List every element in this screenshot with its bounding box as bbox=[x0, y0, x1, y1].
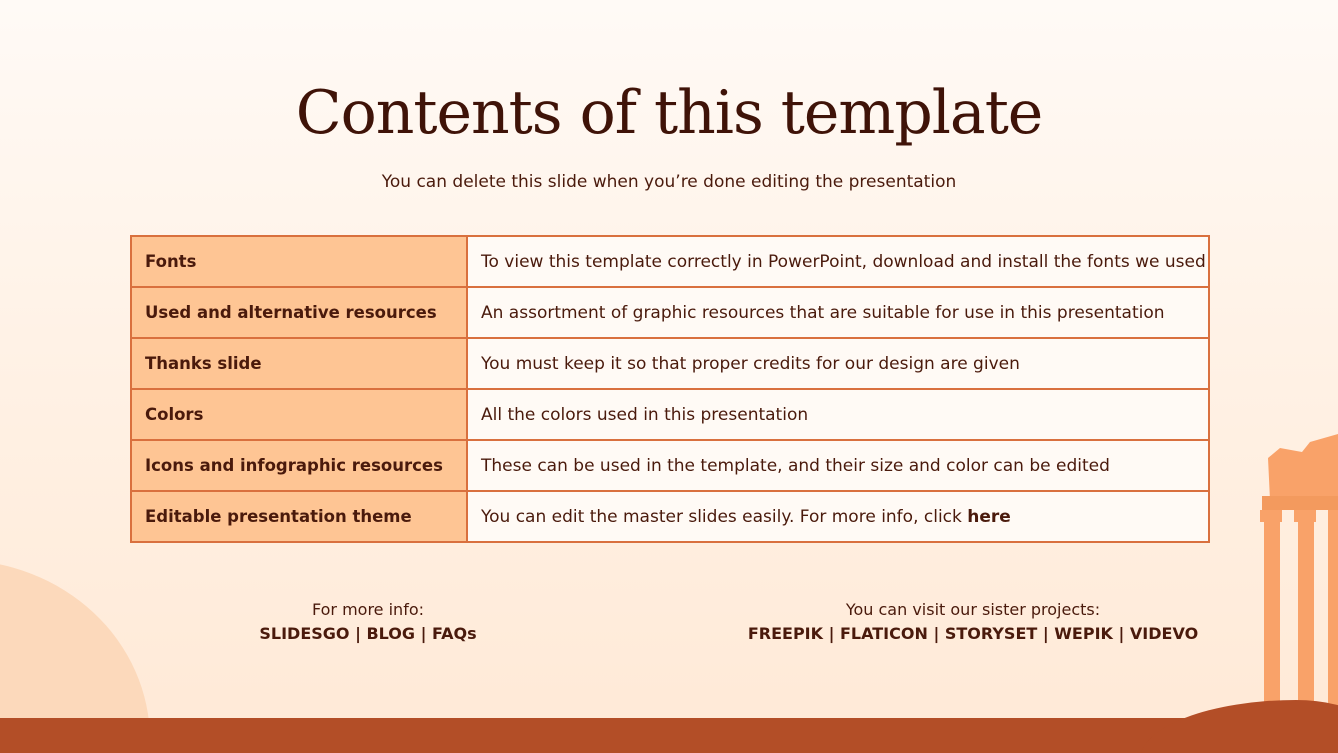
ground-strip bbox=[0, 718, 1338, 753]
sister-projects-links[interactable]: FREEPIK | FLATICON | STORYSET | WEPIK | VIDEVO bbox=[747, 624, 1199, 643]
row-text: You can edit the master slides easily. For more info, click bbox=[481, 506, 968, 527]
row-text: You must keep it so that proper credits for our design are given bbox=[467, 338, 1209, 389]
row-label: Fonts bbox=[131, 236, 467, 287]
table-row bbox=[131, 287, 1209, 338]
row-label: Colors bbox=[131, 389, 467, 440]
row-text: An assortment of graphic resources that are suitable for use in this presentation bbox=[467, 287, 1209, 338]
sister-projects-heading: You can visit our sister projects: bbox=[845, 600, 1101, 619]
table-row bbox=[131, 440, 1209, 491]
here-link[interactable]: here bbox=[967, 506, 1011, 527]
contents-table bbox=[130, 235, 1210, 543]
row-text: To view this template correctly in PowerPoint, download and install the fonts we used bbox=[467, 236, 1209, 287]
table-row bbox=[131, 389, 1209, 440]
hill-right bbox=[1140, 700, 1338, 753]
ruined-columns-illustration bbox=[1250, 430, 1338, 720]
row-label: Icons and infographic resources bbox=[131, 440, 467, 491]
footer-more-info bbox=[190, 598, 546, 646]
row-label: Used and alternative resources bbox=[131, 287, 467, 338]
footer-sister-projects bbox=[700, 598, 1246, 646]
row-label: Editable presentation theme bbox=[131, 491, 467, 542]
more-info-heading: For more info: bbox=[311, 600, 424, 619]
table-row bbox=[131, 491, 1209, 542]
table-row bbox=[131, 236, 1209, 287]
table-row bbox=[131, 338, 1209, 389]
row-text-editable bbox=[467, 491, 1209, 542]
row-text: All the colors used in this presentation bbox=[467, 389, 1209, 440]
row-text: These can be used in the template, and their size and color can be edited bbox=[467, 440, 1209, 491]
page-title: Contents of this template bbox=[295, 78, 1043, 148]
subtitle: You can delete this slide when you’re done editing the presentation bbox=[381, 172, 957, 192]
row-label: Thanks slide bbox=[131, 338, 467, 389]
more-info-links[interactable]: SLIDESGO | BLOG | FAQs bbox=[259, 624, 477, 643]
